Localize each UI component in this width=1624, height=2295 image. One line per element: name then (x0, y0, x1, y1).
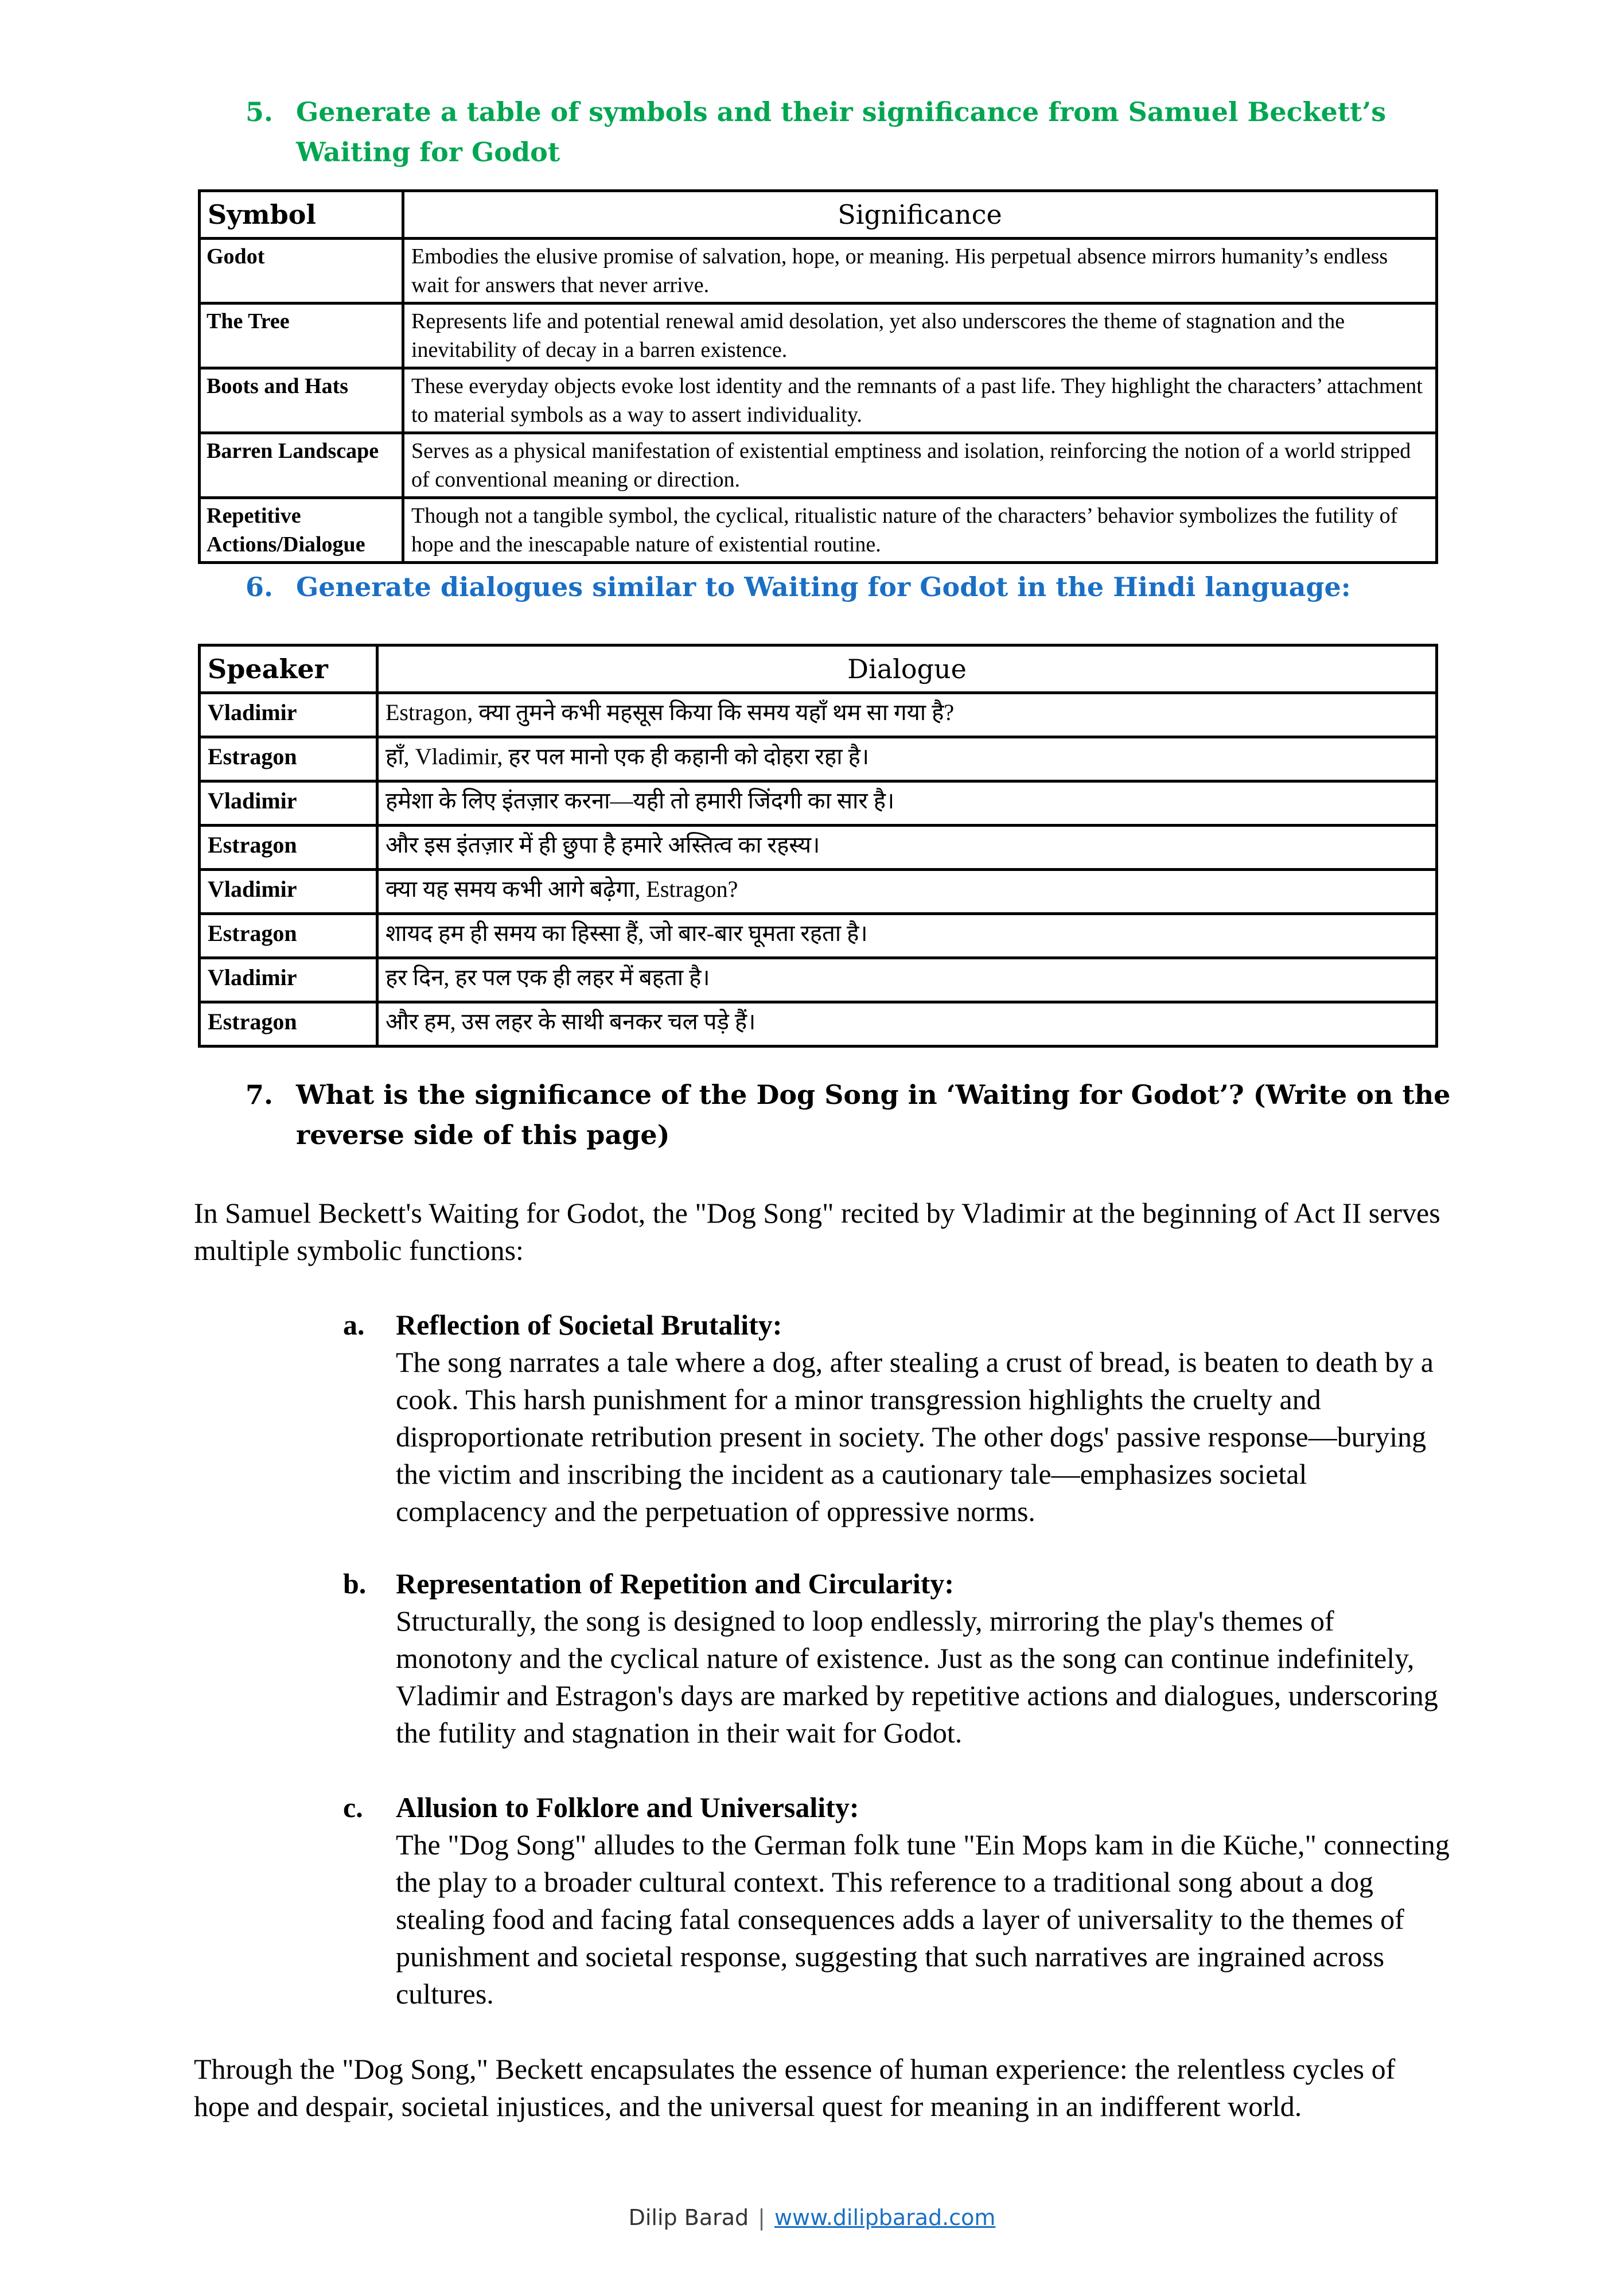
table-row (200, 1002, 1437, 1047)
significance-cell: Embodies the elusive promise of salvation, hope, or meaning. His perpetual absence mirrors humanity’s endless wait for answers that never arrive. (403, 239, 1437, 304)
table-row (200, 737, 1437, 781)
footer-website-link[interactable]: www.dilipbarad.com (774, 2205, 996, 2230)
dialogue-table-header-row (200, 645, 1437, 693)
dialogue-cell: हाँ, Vladimir, हर पल मानो एक ही कहानी को दोहरा रहा है। (377, 737, 1437, 781)
point-body: Structurally, the song is designed to loop endlessly, mirroring the play's themes of monotony and the cyclical nature of existence. Just as the song can continue indefinitely, Vladimir and Estragon's days are marked by repetitive actions and dialogues, underscoring the futility and stagnation in their wait for Godot. (396, 1605, 1438, 1749)
page-footer (0, 2203, 1624, 2232)
table-row (200, 826, 1437, 870)
speaker-cell: Estragon (200, 826, 377, 870)
symbols-table (198, 189, 1438, 564)
dialogue-cell: हमेशा के लिए इंतज़ार करना—यही तो हमारी जिंदगी का सार है। (377, 781, 1437, 826)
question-5-heading (246, 92, 1450, 172)
table-row (200, 958, 1437, 1002)
dialogue-cell: क्या यह समय कभी आगे बढ़ेगा, Estragon? (377, 870, 1437, 914)
symbol-cell: Boots and Hats (200, 368, 403, 433)
symbol-cell: Repetitive Actions/Dialogue (200, 498, 403, 563)
point-body: The "Dog Song" alludes to the German folk tune "Ein Mops kam in die Küche," connecting the play to a broader cultural context. This reference to a traditional song about a dog stealing food and facing fatal consequences adds a layer of universality to the themes of punishment and societal response, suggesting that such narratives are ingrained across cultures. (396, 1829, 1450, 2010)
table-row (200, 239, 1437, 304)
significance-cell: Represents life and potential renewal amid desolation, yet also underscores the theme of stagnation and the inevitability of decay in a barren existence. (403, 304, 1437, 368)
question-5-text: Generate a table of symbols and their significance from Samuel Beckett’s Waiting for Godot (296, 96, 1387, 168)
table-row (200, 498, 1437, 563)
table-row (200, 870, 1437, 914)
symbol-cell: Barren Landscape (200, 433, 403, 498)
footer-author: Dilip Barad (628, 2205, 749, 2230)
answer-conclusion-paragraph: Through the "Dog Song," Beckett encapsulates the essence of human experience: the relentless cycles of hope and despair, societal injustices, and the universal quest for meaning in an indifferent world. (194, 2053, 1396, 2122)
significance-cell: These everyday objects evoke lost identity and the remnants of a past life. They highlight the characters’ attachment to material symbols as a way to assert individuality. (403, 368, 1437, 433)
question-7-number: 7. (246, 1079, 274, 1110)
speaker-cell: Vladimir (200, 958, 377, 1002)
symbol-cell: The Tree (200, 304, 403, 368)
speaker-cell: Vladimir (200, 781, 377, 826)
point-title: Representation of Repetition and Circularity: (396, 1567, 955, 1600)
dialogue-cell: हर दिन, हर पल एक ही लहर में बहता है। (377, 958, 1437, 1002)
answer-point-b (343, 1565, 1450, 1752)
speaker-cell: Vladimir (200, 693, 377, 737)
footer-separator: | (758, 2205, 765, 2230)
question-6-number: 6. (246, 571, 274, 602)
table-row (200, 781, 1437, 826)
answer-point-a (343, 1306, 1450, 1530)
column-header-significance: Significance (403, 191, 1437, 239)
point-title: Allusion to Folklore and Universality: (396, 1791, 859, 1823)
significance-cell: Serves as a physical manifestation of existential emptiness and isolation, reinforcing the notion of a world stripped of conventional meaning or direction. (403, 433, 1437, 498)
speaker-cell: Vladimir (200, 870, 377, 914)
speaker-cell: Estragon (200, 914, 377, 958)
speaker-cell: Estragon (200, 1002, 377, 1047)
point-letter: a. (343, 1309, 365, 1341)
table-row (200, 304, 1437, 368)
answer-intro-paragraph: In Samuel Beckett's Waiting for Godot, the "Dog Song" recited by Vladimir at the beginning of Act II serves multiple symbolic functions: (194, 1197, 1440, 1266)
answer-point-c (343, 1789, 1450, 2013)
question-5-number: 5. (246, 96, 274, 127)
dialogue-cell: Estragon, क्या तुमने कभी महसूस किया कि समय यहाँ थम सा गया है? (377, 693, 1437, 737)
point-letter: c. (343, 1791, 363, 1823)
table-row (200, 433, 1437, 498)
column-header-speaker: Speaker (200, 645, 377, 693)
table-row (200, 368, 1437, 433)
speaker-cell: Estragon (200, 737, 377, 781)
dialogue-table (198, 644, 1438, 1048)
table-row (200, 914, 1437, 958)
point-letter: b. (343, 1567, 367, 1600)
question-7-text: What is the significance of the Dog Song in ‘Waiting for Godot’? (Write on the reverse side of this page) (296, 1079, 1451, 1150)
point-title: Reflection of Societal Brutality: (396, 1309, 782, 1341)
symbols-table-header-row (200, 191, 1437, 239)
significance-cell: Though not a tangible symbol, the cyclical, ritualistic nature of the characters’ behavior symbolizes the futility of hope and the inescapable nature of existential routine. (403, 498, 1437, 563)
dialogue-cell: और हम, उस लहर के साथी बनकर चल पड़े हैं। (377, 1002, 1437, 1047)
table-row (200, 693, 1437, 737)
point-body: The song narrates a tale where a dog, after stealing a crust of bread, is beaten to death by a cook. This harsh punishment for a minor transgression highlights the cruelty and disproportionate retribution present in society. The other dogs' passive response—burying the victim and inscribing the incident as a cautionary tale—emphasizes societal complacency and the perpetuation of oppressive norms. (396, 1346, 1434, 1527)
column-header-dialogue: Dialogue (377, 645, 1437, 693)
dialogue-cell: और इस इंतज़ार में ही छुपा है हमारे अस्तित्व का रहस्य। (377, 826, 1437, 870)
symbol-cell: Godot (200, 239, 403, 304)
question-6-heading (246, 567, 1450, 607)
question-6-text: Generate dialogues similar to Waiting for Godot in the Hindi language: (296, 571, 1351, 602)
question-7-heading (246, 1075, 1456, 1155)
column-header-symbol: Symbol (200, 191, 403, 239)
dialogue-cell: शायद हम ही समय का हिस्सा हैं, जो बार-बार घूमता रहता है। (377, 914, 1437, 958)
